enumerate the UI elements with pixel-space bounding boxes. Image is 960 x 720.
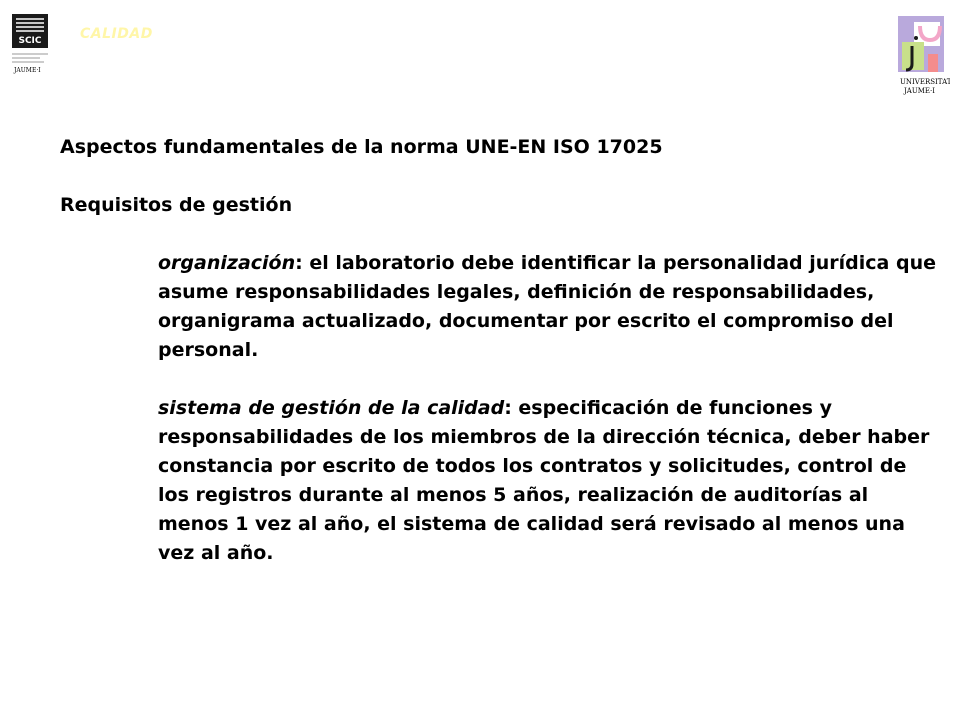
svg-text:SCIC: SCIC <box>18 36 42 46</box>
requirement-term: sistema de gestión de la calidad <box>158 397 505 419</box>
svg-text:JAUME·I: JAUME·I <box>14 67 41 74</box>
requirement-item-sistema-gestion <box>158 394 938 568</box>
requirement-term: organización <box>158 252 296 274</box>
svg-text:JAUME·I: JAUME·I <box>904 87 936 95</box>
header-label: CALIDAD <box>80 26 153 42</box>
requirement-text: : especificación de funciones y responsabilidades de los miembros de la dirección técnica, deber haber constancia por escrito de todos los contratos y solicitudes, control de los registros durante al menos 5 años, realización de auditorías al menos 1 vez al año, el sistema de calidad será revisado al menos una vez al año. <box>158 397 930 564</box>
svg-text:UNIVERSITAT: UNIVERSITAT <box>900 78 950 86</box>
requirement-item-organizacion <box>158 249 938 365</box>
section-heading: Requisitos de gestión <box>60 194 293 216</box>
scic-logo-icon <box>10 12 60 76</box>
requirement-text: : el laboratorio debe identificar la personalidad jurídica que asume responsabilidades legales, definición de responsabilidades, organigrama actualizado, documentar por escrito el compromiso del personal. <box>158 252 937 361</box>
universitat-jaume-i-logo-icon <box>894 16 950 96</box>
slide-title: Aspectos fundamentales de la norma UNE-EN ISO 17025 <box>60 136 663 158</box>
